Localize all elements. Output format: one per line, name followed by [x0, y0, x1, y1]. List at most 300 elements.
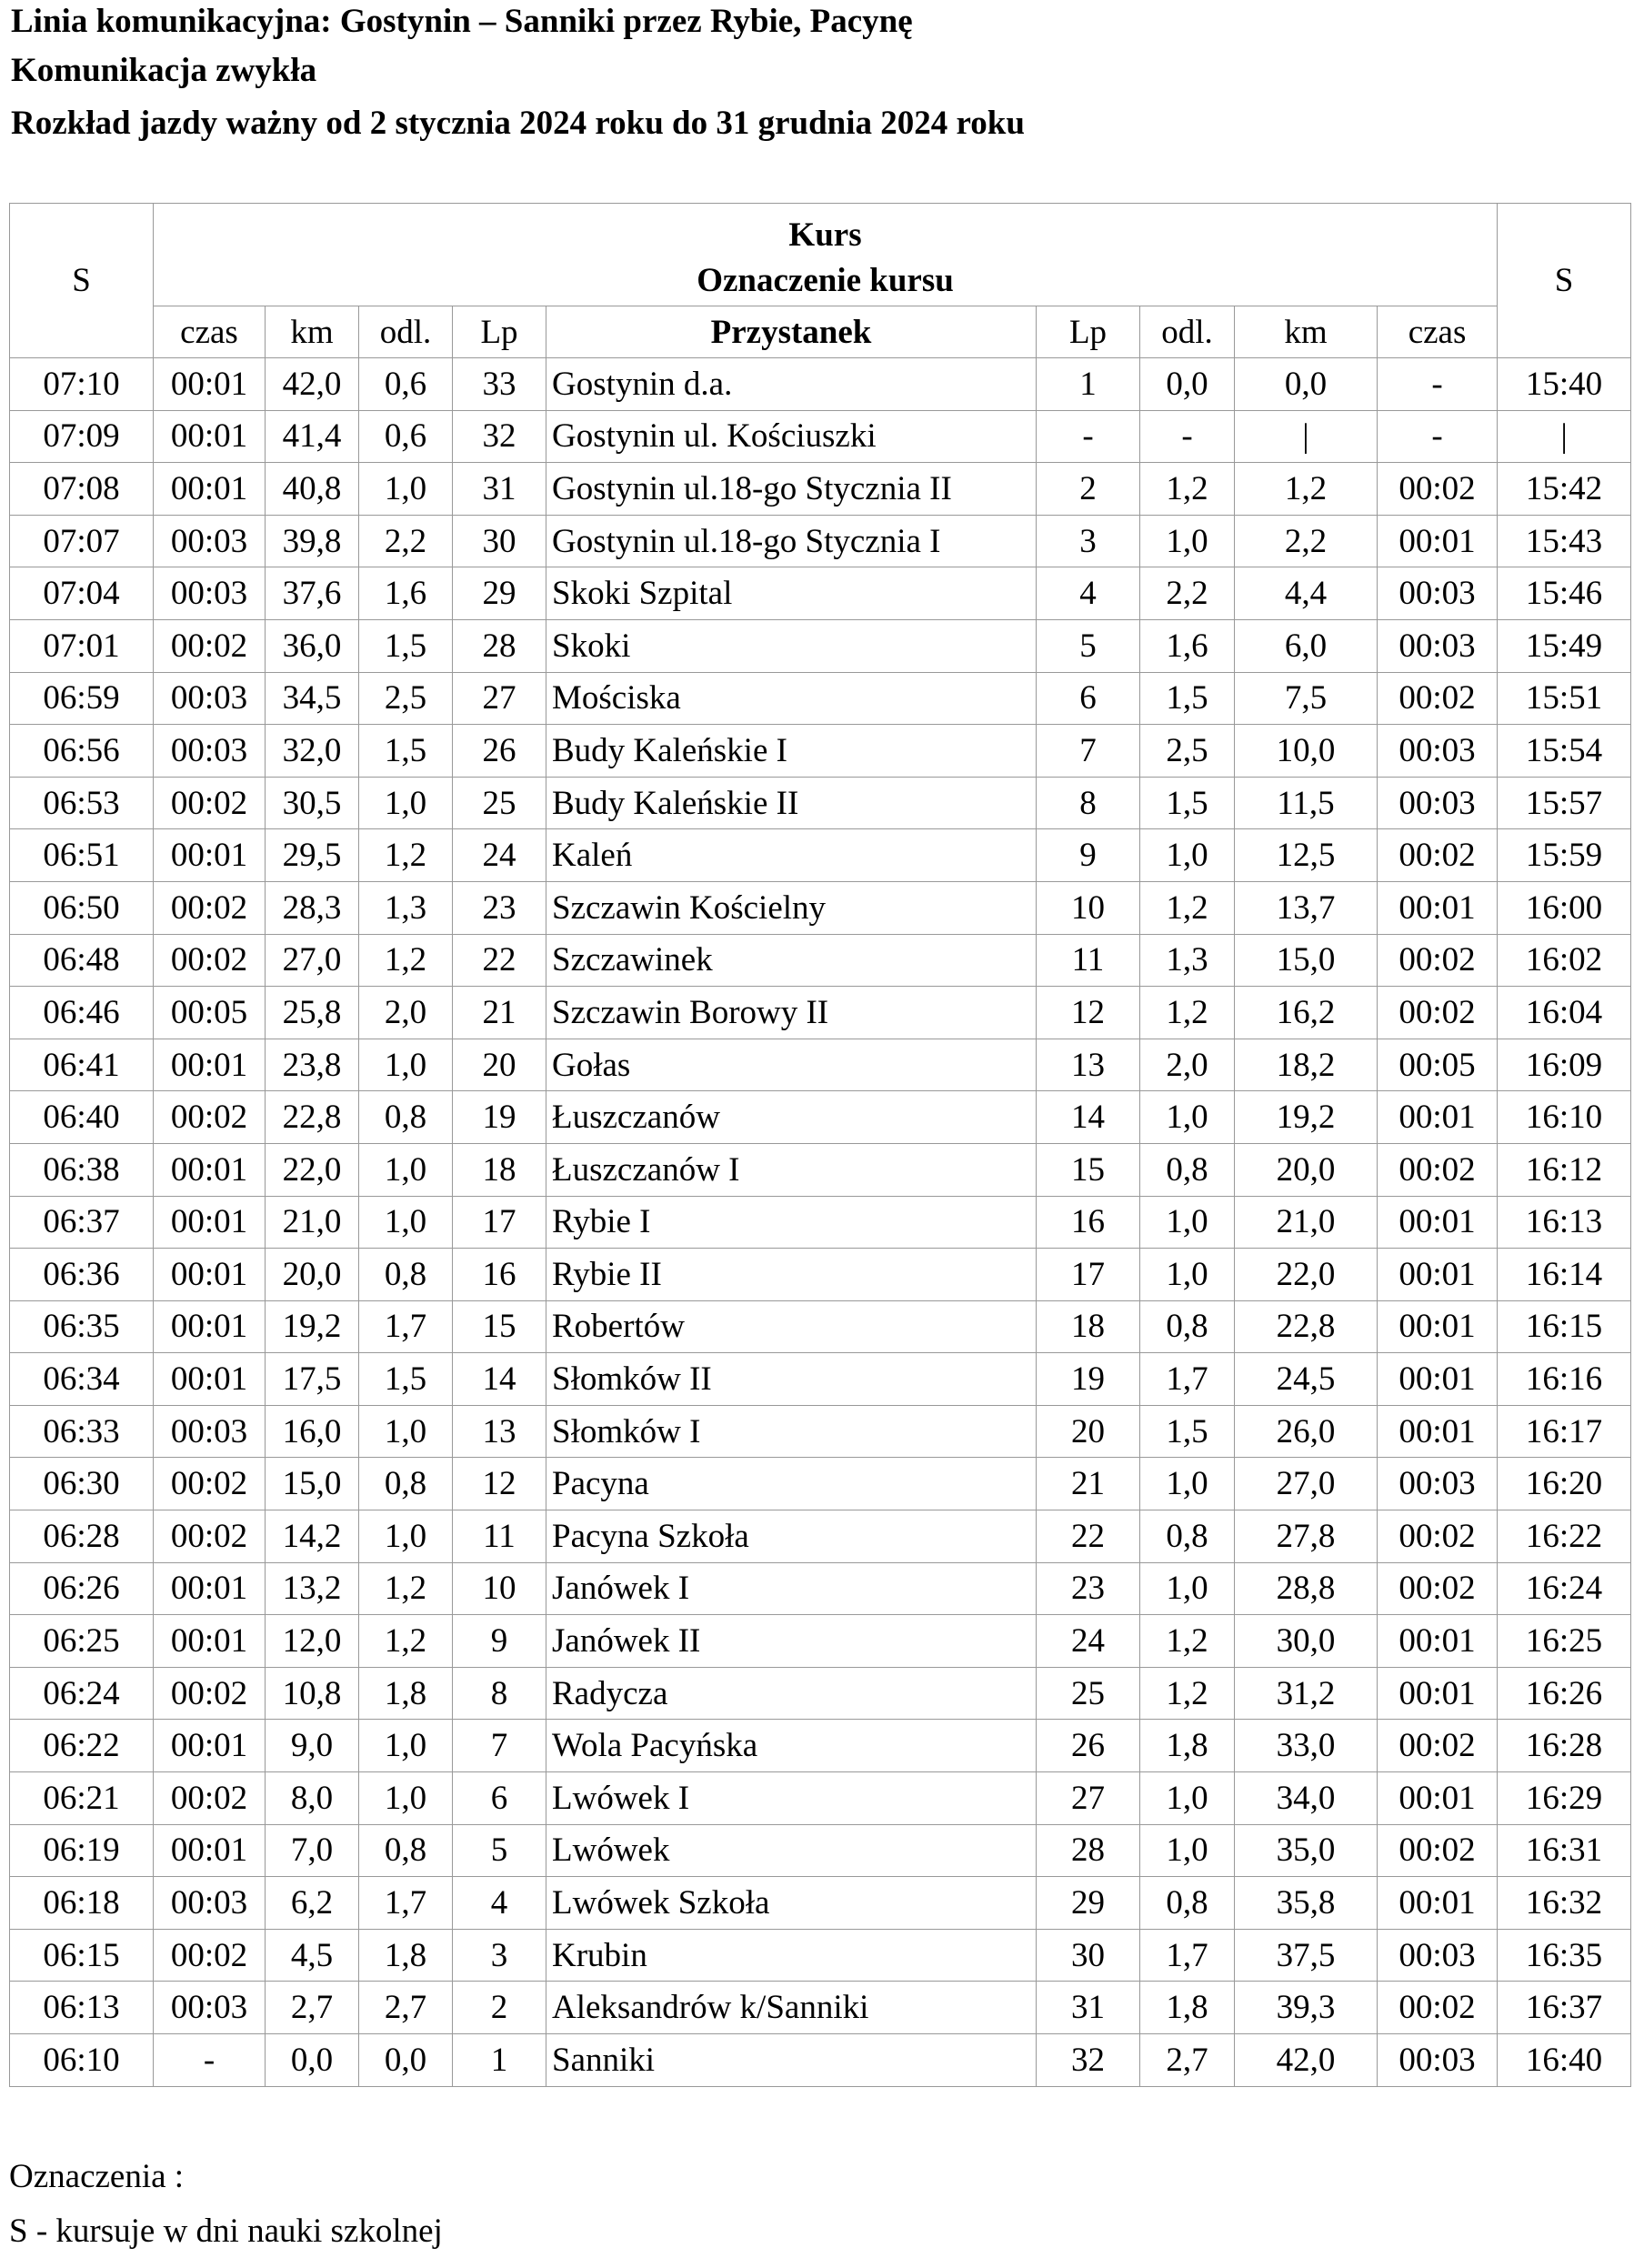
stop-name-cell: Kaleń [546, 829, 1037, 882]
table-row [10, 1143, 1631, 1196]
stop-number-return-cell: 18 [1037, 1300, 1140, 1353]
stop-number-return-cell: 21 [1037, 1458, 1140, 1510]
stop-name-cell: Lwówek Szkoła [546, 1877, 1037, 1930]
km-cell: 13,2 [266, 1562, 359, 1615]
travel-time-cell: 00:03 [154, 567, 266, 620]
travel-time-return-cell: 00:01 [1378, 515, 1498, 567]
distance-return-cell: 2,5 [1140, 725, 1235, 778]
stop-number-cell: 10 [453, 1562, 546, 1615]
km-cell: 8,0 [266, 1772, 359, 1825]
stop-name-cell: Wola Pacyńska [546, 1720, 1037, 1772]
km-cell: 36,0 [266, 619, 359, 672]
departure-time-s-cell: 06:26 [10, 1562, 154, 1615]
departure-time-s-cell: 06:51 [10, 829, 154, 882]
distance-cell: 1,2 [359, 1615, 453, 1668]
distance-cell: 1,2 [359, 829, 453, 882]
departure-time-s-cell: 06:13 [10, 1982, 154, 2034]
km-cell: 22,8 [266, 1091, 359, 1144]
travel-time-return-cell: 00:01 [1378, 1877, 1498, 1930]
distance-cell: 1,0 [359, 1143, 453, 1196]
travel-time-cell: 00:02 [154, 1091, 266, 1144]
distance-cell: 1,7 [359, 1300, 453, 1353]
stop-number-return-cell: 17 [1037, 1249, 1140, 1301]
travel-time-return-cell: 00:03 [1378, 1929, 1498, 1982]
legend-item: S - kursuje w dni nauki szkolnej [9, 2213, 443, 2250]
travel-time-return-cell: 00:02 [1378, 1720, 1498, 1772]
table-row [10, 619, 1631, 672]
departure-time-s-return-cell: 16:16 [1498, 1353, 1631, 1406]
table-row [10, 1982, 1631, 2034]
departure-time-s-return-cell: 15:40 [1498, 358, 1631, 411]
km-cell: 25,8 [266, 987, 359, 1039]
column-header: czas [1378, 306, 1498, 358]
table-row [10, 1458, 1631, 1510]
distance-cell: 1,5 [359, 725, 453, 778]
stop-number-cell: 12 [453, 1458, 546, 1510]
stop-number-cell: 31 [453, 463, 546, 516]
travel-time-cell: 00:05 [154, 987, 266, 1039]
stop-name-cell: Słomków II [546, 1353, 1037, 1406]
stop-number-return-cell: 1 [1037, 358, 1140, 411]
stop-number-cell: 8 [453, 1667, 546, 1720]
travel-time-return-cell: 00:01 [1378, 1772, 1498, 1825]
km-return-cell: 22,8 [1235, 1300, 1378, 1353]
service-type: Komunikacja zwykła [11, 52, 317, 89]
table-row [10, 1720, 1631, 1772]
distance-cell: 1,5 [359, 1353, 453, 1406]
departure-time-s-return-cell: 16:17 [1498, 1405, 1631, 1458]
departure-time-s-return-cell: 16:28 [1498, 1720, 1631, 1772]
distance-cell: 1,6 [359, 567, 453, 620]
stop-number-cell: 2 [453, 1982, 546, 2034]
stop-name-cell: Lwówek I [546, 1772, 1037, 1825]
stop-number-cell: 30 [453, 515, 546, 567]
travel-time-return-cell: 00:01 [1378, 1667, 1498, 1720]
km-cell: 27,0 [266, 934, 359, 987]
column-header: km [266, 306, 359, 358]
stop-name-cell: Rybie II [546, 1249, 1037, 1301]
stop-number-return-cell: 23 [1037, 1562, 1140, 1615]
km-cell: 19,2 [266, 1300, 359, 1353]
distance-return-cell: 0,8 [1140, 1300, 1235, 1353]
travel-time-cell: 00:01 [154, 1143, 266, 1196]
departure-time-s-cell: 06:30 [10, 1458, 154, 1510]
kurs-label: Kurs [154, 204, 1498, 256]
distance-return-cell: 1,0 [1140, 1458, 1235, 1510]
departure-time-s-return-cell: 16:14 [1498, 1249, 1631, 1301]
distance-return-cell: 1,0 [1140, 1091, 1235, 1144]
departure-time-s-cell: 06:24 [10, 1667, 154, 1720]
distance-return-cell: 2,7 [1140, 2034, 1235, 2087]
travel-time-cell: 00:01 [154, 463, 266, 516]
stop-number-return-cell: - [1037, 410, 1140, 463]
departure-time-s-return-cell: 15:43 [1498, 515, 1631, 567]
stop-name-cell: Pacyna [546, 1458, 1037, 1510]
km-cell: 7,0 [266, 1824, 359, 1877]
km-cell: 0,0 [266, 2034, 359, 2087]
table-row [10, 777, 1631, 829]
km-cell: 37,6 [266, 567, 359, 620]
travel-time-cell: 00:01 [154, 1824, 266, 1877]
distance-return-cell: 1,0 [1140, 1824, 1235, 1877]
stop-number-return-cell: 30 [1037, 1929, 1140, 1982]
km-return-cell: 16,2 [1235, 987, 1378, 1039]
travel-time-return-cell: 00:02 [1378, 672, 1498, 725]
travel-time-return-cell: 00:05 [1378, 1039, 1498, 1091]
departure-time-s-return-cell: 16:37 [1498, 1982, 1631, 2034]
departure-time-s-cell: 06:15 [10, 1929, 154, 1982]
distance-cell: 0,8 [359, 1091, 453, 1144]
departure-time-s-cell: 06:28 [10, 1510, 154, 1563]
departure-time-s-cell: 07:10 [10, 358, 154, 411]
km-cell: 10,8 [266, 1667, 359, 1720]
stop-name-cell: Janówek II [546, 1615, 1037, 1668]
table-row [10, 1091, 1631, 1144]
km-return-cell: 42,0 [1235, 2034, 1378, 2087]
stop-number-return-cell: 6 [1037, 672, 1140, 725]
column-header: odl. [359, 306, 453, 358]
distance-cell: 0,0 [359, 2034, 453, 2087]
km-cell: 2,7 [266, 1982, 359, 2034]
km-return-cell: 27,0 [1235, 1458, 1378, 1510]
travel-time-cell: 00:01 [154, 358, 266, 411]
stop-name-cell: Szczawin Kościelny [546, 881, 1037, 934]
distance-return-cell: 0,8 [1140, 1143, 1235, 1196]
stop-number-return-cell: 28 [1037, 1824, 1140, 1877]
stop-number-return-cell: 26 [1037, 1720, 1140, 1772]
km-cell: 9,0 [266, 1720, 359, 1772]
km-return-cell: 22,0 [1235, 1249, 1378, 1301]
stop-number-cell: 33 [453, 358, 546, 411]
km-return-cell: 1,2 [1235, 463, 1378, 516]
km-cell: 20,0 [266, 1249, 359, 1301]
km-cell: 28,3 [266, 881, 359, 934]
distance-return-cell: 1,0 [1140, 829, 1235, 882]
km-return-cell: 35,8 [1235, 1877, 1378, 1930]
stop-number-return-cell: 4 [1037, 567, 1140, 620]
departure-time-s-return-cell: 16:10 [1498, 1091, 1631, 1144]
table-row [10, 1353, 1631, 1406]
travel-time-return-cell: - [1378, 410, 1498, 463]
departure-time-s-cell: 06:34 [10, 1353, 154, 1406]
stop-name-cell: Szczawinek [546, 934, 1037, 987]
stop-name-cell: Rybie I [546, 1196, 1037, 1249]
travel-time-cell: 00:03 [154, 725, 266, 778]
travel-time-return-cell: 00:02 [1378, 987, 1498, 1039]
distance-cell: 2,5 [359, 672, 453, 725]
stop-number-cell: 9 [453, 1615, 546, 1668]
km-return-cell: 24,5 [1235, 1353, 1378, 1406]
travel-time-cell: 00:03 [154, 515, 266, 567]
distance-return-cell: 1,0 [1140, 1772, 1235, 1825]
km-return-cell: 28,8 [1235, 1562, 1378, 1615]
departure-time-s-return-cell: 16:25 [1498, 1615, 1631, 1668]
stop-name-cell: Łuszczanów I [546, 1143, 1037, 1196]
departure-time-s-cell: 07:07 [10, 515, 154, 567]
stop-number-return-cell: 27 [1037, 1772, 1140, 1825]
km-return-cell: 30,0 [1235, 1615, 1378, 1668]
travel-time-return-cell: 00:01 [1378, 1353, 1498, 1406]
table-row [10, 1510, 1631, 1563]
departure-time-s-cell: 06:56 [10, 725, 154, 778]
distance-return-cell: 1,8 [1140, 1982, 1235, 2034]
travel-time-cell: 00:02 [154, 881, 266, 934]
stop-number-return-cell: 7 [1037, 725, 1140, 778]
stop-name-cell: Pacyna Szkoła [546, 1510, 1037, 1563]
stop-name-cell: Budy Kaleńskie I [546, 725, 1037, 778]
travel-time-return-cell: 00:02 [1378, 934, 1498, 987]
km-return-cell: 34,0 [1235, 1772, 1378, 1825]
departure-time-s-return-cell: 16:31 [1498, 1824, 1631, 1877]
distance-return-cell: 1,2 [1140, 881, 1235, 934]
stop-number-cell: 29 [453, 567, 546, 620]
travel-time-return-cell: 00:02 [1378, 829, 1498, 882]
stop-name-cell: Krubin [546, 1929, 1037, 1982]
departure-time-s-return-cell: 16:13 [1498, 1196, 1631, 1249]
departure-time-s-return-cell: 16:40 [1498, 2034, 1631, 2087]
travel-time-return-cell: 00:01 [1378, 1249, 1498, 1301]
column-header: czas [154, 306, 266, 358]
km-return-cell: 37,5 [1235, 1929, 1378, 1982]
distance-return-cell: 1,5 [1140, 672, 1235, 725]
stop-name-cell: Słomków I [546, 1405, 1037, 1458]
kurs-sub-label: Oznaczenie kursu [154, 255, 1498, 306]
km-cell: 42,0 [266, 358, 359, 411]
departure-time-s-cell: 06:21 [10, 1772, 154, 1825]
stop-name-cell: Radycza [546, 1667, 1037, 1720]
stop-number-cell: 3 [453, 1929, 546, 1982]
km-return-cell: 0,0 [1235, 358, 1378, 411]
distance-return-cell: 1,7 [1140, 1929, 1235, 1982]
km-cell: 6,2 [266, 1877, 359, 1930]
departure-time-s-return-cell: 16:00 [1498, 881, 1631, 934]
departure-time-s-return-cell: 16:32 [1498, 1877, 1631, 1930]
departure-time-s-return-cell: 15:46 [1498, 567, 1631, 620]
table-row [10, 1249, 1631, 1301]
stop-number-cell: 4 [453, 1877, 546, 1930]
table-row [10, 1772, 1631, 1825]
departure-time-s-return-cell: 16:24 [1498, 1562, 1631, 1615]
travel-time-return-cell: 00:03 [1378, 567, 1498, 620]
stop-number-return-cell: 11 [1037, 934, 1140, 987]
column-header: odl. [1140, 306, 1235, 358]
travel-time-return-cell: 00:01 [1378, 1405, 1498, 1458]
stop-number-cell: 25 [453, 777, 546, 829]
km-return-cell: 11,5 [1235, 777, 1378, 829]
stop-name-cell: Gostynin ul. Kościuszki [546, 410, 1037, 463]
stop-name-cell: Robertów [546, 1300, 1037, 1353]
departure-time-s-cell: 06:59 [10, 672, 154, 725]
line-title: Linia komunikacyjna: Gostynin – Sanniki przez Rybie, Pacynę [11, 3, 913, 40]
distance-return-cell: 1,7 [1140, 1353, 1235, 1406]
distance-cell: 1,0 [359, 1510, 453, 1563]
km-return-cell: 15,0 [1235, 934, 1378, 987]
travel-time-cell: 00:02 [154, 1772, 266, 1825]
km-cell: 41,4 [266, 410, 359, 463]
departure-time-s-cell: 06:41 [10, 1039, 154, 1091]
km-return-cell: 20,0 [1235, 1143, 1378, 1196]
stop-number-return-cell: 22 [1037, 1510, 1140, 1563]
distance-cell: 0,8 [359, 1458, 453, 1510]
stop-name-cell: Lwówek [546, 1824, 1037, 1877]
km-cell: 12,0 [266, 1615, 359, 1668]
distance-cell: 0,6 [359, 410, 453, 463]
stop-name-cell: Gostynin d.a. [546, 358, 1037, 411]
table-row [10, 463, 1631, 516]
column-header: km [1235, 306, 1378, 358]
distance-cell: 1,0 [359, 1039, 453, 1091]
stop-name-cell: Gołas [546, 1039, 1037, 1091]
stop-number-cell: 13 [453, 1405, 546, 1458]
km-cell: 39,8 [266, 515, 359, 567]
table-row [10, 725, 1631, 778]
stop-name-cell: Gostynin ul.18-go Stycznia I [546, 515, 1037, 567]
travel-time-cell: 00:01 [154, 410, 266, 463]
distance-return-cell: 1,0 [1140, 1562, 1235, 1615]
distance-cell: 1,2 [359, 1562, 453, 1615]
validity-period: Rozkład jazdy ważny od 2 stycznia 2024 roku do 31 grudnia 2024 roku [11, 105, 1025, 142]
travel-time-cell: - [154, 2034, 266, 2087]
km-return-cell: 6,0 [1235, 619, 1378, 672]
distance-cell: 0,8 [359, 1824, 453, 1877]
distance-return-cell: 1,3 [1140, 934, 1235, 987]
stop-name-cell: Sanniki [546, 2034, 1037, 2087]
stop-number-return-cell: 16 [1037, 1196, 1140, 1249]
km-return-cell: 26,0 [1235, 1405, 1378, 1458]
departure-time-s-return-cell: 16:02 [1498, 934, 1631, 987]
stop-number-cell: 15 [453, 1300, 546, 1353]
table-row [10, 1300, 1631, 1353]
departure-time-s-cell: 06:33 [10, 1405, 154, 1458]
departure-time-s-cell: 06:50 [10, 881, 154, 934]
km-return-cell: 4,4 [1235, 567, 1378, 620]
km-return-cell: 12,5 [1235, 829, 1378, 882]
stop-number-return-cell: 31 [1037, 1982, 1140, 2034]
distance-cell: 1,8 [359, 1667, 453, 1720]
distance-cell: 2,0 [359, 987, 453, 1039]
departure-time-s-return-cell: 16:20 [1498, 1458, 1631, 1510]
stop-number-cell: 20 [453, 1039, 546, 1091]
table-row [10, 1877, 1631, 1930]
stop-number-cell: 6 [453, 1772, 546, 1825]
departure-time-s-cell: 06:25 [10, 1615, 154, 1668]
distance-cell: 1,0 [359, 777, 453, 829]
stop-number-cell: 32 [453, 410, 546, 463]
distance-cell: 1,3 [359, 881, 453, 934]
distance-return-cell: 1,8 [1140, 1720, 1235, 1772]
travel-time-cell: 00:01 [154, 829, 266, 882]
travel-time-return-cell: 00:02 [1378, 463, 1498, 516]
km-cell: 29,5 [266, 829, 359, 882]
table-row [10, 515, 1631, 567]
departure-time-s-cell: 06:53 [10, 777, 154, 829]
km-cell: 30,5 [266, 777, 359, 829]
travel-time-cell: 00:01 [154, 1562, 266, 1615]
distance-cell: 1,0 [359, 463, 453, 516]
travel-time-return-cell: 00:02 [1378, 1510, 1498, 1563]
stop-number-return-cell: 2 [1037, 463, 1140, 516]
stop-number-return-cell: 15 [1037, 1143, 1140, 1196]
distance-return-cell: 0,0 [1140, 358, 1235, 411]
column-header: Lp [1037, 306, 1140, 358]
right-course-marker: S [1498, 204, 1631, 358]
departure-time-s-cell: 06:35 [10, 1300, 154, 1353]
table-row [10, 1667, 1631, 1720]
distance-cell: 1,5 [359, 619, 453, 672]
distance-cell: 2,2 [359, 515, 453, 567]
table-row [10, 934, 1631, 987]
km-return-cell: 31,2 [1235, 1667, 1378, 1720]
travel-time-return-cell: 00:02 [1378, 1982, 1498, 2034]
departure-time-s-cell: 06:18 [10, 1877, 154, 1930]
departure-time-s-return-cell: 15:49 [1498, 619, 1631, 672]
km-cell: 21,0 [266, 1196, 359, 1249]
stop-number-return-cell: 5 [1037, 619, 1140, 672]
distance-cell: 1,2 [359, 934, 453, 987]
km-return-cell: 19,2 [1235, 1091, 1378, 1144]
table-row [10, 987, 1631, 1039]
departure-time-s-cell: 06:19 [10, 1824, 154, 1877]
travel-time-cell: 00:03 [154, 672, 266, 725]
distance-return-cell: 1,6 [1140, 619, 1235, 672]
stop-name-cell: Budy Kaleńskie II [546, 777, 1037, 829]
stop-number-cell: 24 [453, 829, 546, 882]
departure-time-s-cell: 06:22 [10, 1720, 154, 1772]
travel-time-cell: 00:01 [154, 1353, 266, 1406]
stop-number-return-cell: 13 [1037, 1039, 1140, 1091]
km-return-cell: 35,0 [1235, 1824, 1378, 1877]
departure-time-s-return-cell: 16:09 [1498, 1039, 1631, 1091]
travel-time-return-cell: 00:02 [1378, 1824, 1498, 1877]
distance-return-cell: 2,0 [1140, 1039, 1235, 1091]
stop-number-cell: 1 [453, 2034, 546, 2087]
stop-name-cell: Skoki Szpital [546, 567, 1037, 620]
table-row [10, 1929, 1631, 1982]
distance-return-cell: 1,5 [1140, 1405, 1235, 1458]
distance-return-cell: 0,8 [1140, 1510, 1235, 1563]
travel-time-return-cell: 00:01 [1378, 1091, 1498, 1144]
stop-name-cell: Łuszczanów [546, 1091, 1037, 1144]
stop-number-return-cell: 9 [1037, 829, 1140, 882]
km-return-cell: | [1235, 410, 1378, 463]
distance-cell: 1,0 [359, 1405, 453, 1458]
stop-number-return-cell: 32 [1037, 2034, 1140, 2087]
departure-time-s-cell: 06:36 [10, 1249, 154, 1301]
departure-time-s-cell: 06:48 [10, 934, 154, 987]
stop-number-cell: 11 [453, 1510, 546, 1563]
departure-time-s-cell: 07:09 [10, 410, 154, 463]
distance-cell: 1,8 [359, 1929, 453, 1982]
stop-name-cell: Mościska [546, 672, 1037, 725]
departure-time-s-cell: 06:38 [10, 1143, 154, 1196]
table-row [10, 672, 1631, 725]
stop-name-cell: Aleksandrów k/Sanniki [546, 1982, 1037, 2034]
distance-return-cell: 1,2 [1140, 463, 1235, 516]
departure-time-s-return-cell: 16:04 [1498, 987, 1631, 1039]
km-return-cell: 7,5 [1235, 672, 1378, 725]
departure-time-s-return-cell: 15:54 [1498, 725, 1631, 778]
departure-time-s-cell: 07:01 [10, 619, 154, 672]
distance-return-cell: 1,2 [1140, 987, 1235, 1039]
travel-time-cell: 00:03 [154, 1405, 266, 1458]
travel-time-return-cell: 00:01 [1378, 1196, 1498, 1249]
stop-number-cell: 23 [453, 881, 546, 934]
table-row [10, 1196, 1631, 1249]
distance-cell: 2,7 [359, 1982, 453, 2034]
stop-number-return-cell: 25 [1037, 1667, 1140, 1720]
km-cell: 15,0 [266, 1458, 359, 1510]
distance-return-cell: 1,5 [1140, 777, 1235, 829]
